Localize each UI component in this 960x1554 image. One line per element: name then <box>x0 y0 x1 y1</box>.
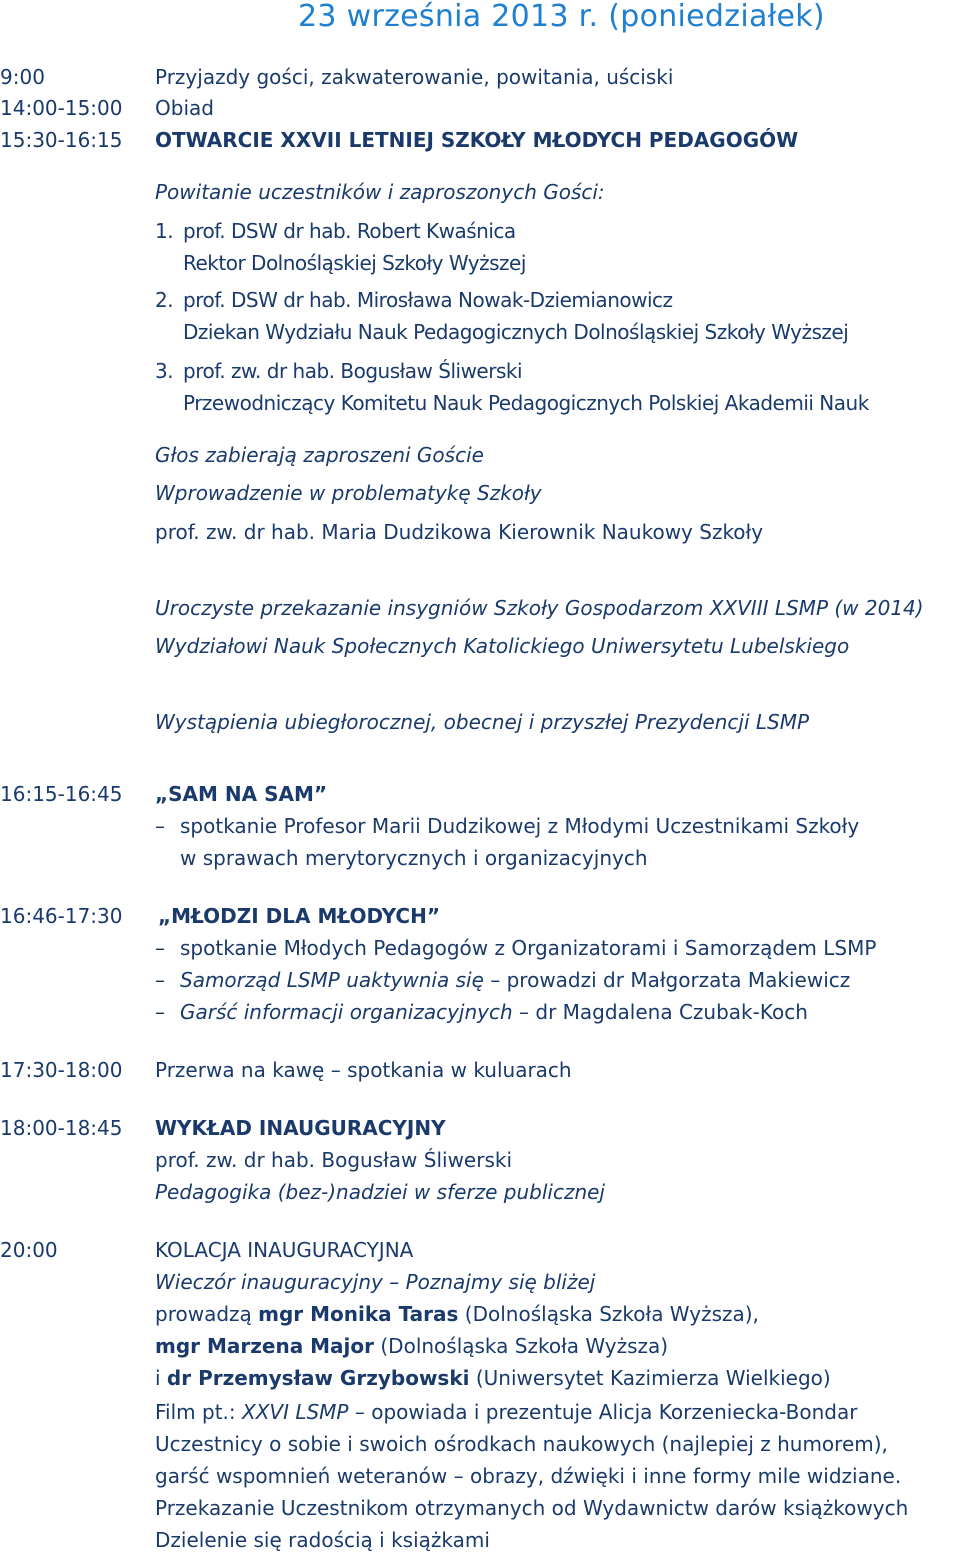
host-3-post: (Uniwersytet Kazimierza Wielkiego) <box>469 1366 831 1390</box>
time-dinner: 20:00 <box>0 1238 58 1262</box>
time-r2: 14:00-15:00 <box>0 96 123 120</box>
dinner-host-1 <box>155 1304 759 1324</box>
mlodzi-line-3 <box>180 1002 808 1022</box>
sam-line-1: spotkanie Profesor Marii Dudzikowej z Młodymi Uczestnikami Szkoły <box>180 814 860 838</box>
mlodzi-line-1: spotkanie Młodych Pedagogów z Organizatorami i Samorządem LSMP <box>180 936 877 960</box>
host-2-name: mgr Marzena Major <box>155 1334 375 1358</box>
mlodzi-line-3-rest: – dr Magdalena Czubak-Koch <box>519 1000 808 1024</box>
insignia-line-1: Uroczyste przekazanie insygniów Szkoły Gospodarzom XXVIII LSMP (w 2014) <box>155 596 924 620</box>
dinner-line-8: Dzielenie się radością i książkami <box>155 1528 490 1552</box>
mlodzi-line-2-italic: Samorząd LSMP uaktywnia się <box>180 968 484 992</box>
host-1-pre: prowadzą <box>155 1302 259 1326</box>
dinner-film <box>155 1402 857 1422</box>
mlodzi-title: „MŁODZI DLA MŁODYCH” <box>158 904 440 928</box>
dinner-host-3 <box>155 1368 831 1388</box>
mlodzi-line-3-italic: Garść informacji organizacyjnych <box>180 1000 513 1024</box>
insignia-line-2: Wydziałowi Nauk Społecznych Katolickiego Uniwersytetu Lubelskiego <box>155 634 850 658</box>
mlodzi-line-2 <box>180 970 850 990</box>
guest-2-role: Dziekan Wydziału Nauk Pedagogicznych Dolnośląskiej Szkoły Wyższej <box>183 320 849 344</box>
film-pre: Film pt.: <box>155 1400 242 1424</box>
film-title: XXVI LSMP <box>242 1400 349 1424</box>
host-1-name: mgr Monika Taras <box>258 1302 459 1326</box>
guest-2-num: 2. <box>155 288 174 312</box>
presidency-text: Wystąpienia ubiegłorocznej, obecnej i przyszłej Prezydencji LSMP <box>155 710 810 734</box>
sam-line-2: w sprawach merytorycznych i organizacyjnych <box>180 846 648 870</box>
dinner-line-6: garść wspomnień weteranów – obrazy, dźwięki i inne formy mile widziane. <box>155 1464 902 1488</box>
time-r3: 15:30-16:15 <box>0 128 123 152</box>
guest-3-num: 3. <box>155 359 174 383</box>
guest-1-num: 1. <box>155 219 174 243</box>
time-r1: 9:00 <box>0 65 45 89</box>
mlodzi-dash-2: – <box>155 968 165 992</box>
guest-3-name: prof. zw. dr hab. Bogusław Śliwerski <box>183 359 523 383</box>
opening-title: OTWARCIE XXVII LETNIEJ SZKOŁY MŁODYCH PEDAGOGÓW <box>155 128 799 152</box>
text-r1: Przyjazdy gości, zakwaterowanie, powitania, uściski <box>155 65 674 89</box>
host-3-name: dr Przemysław Grzybowski <box>166 1366 470 1390</box>
mlodzi-dash-3: – <box>155 1000 165 1024</box>
mlodzi-line-2-rest: – prowadzi dr Małgorzata Makiewicz <box>490 968 851 992</box>
dinner-evening: Wieczór inauguracyjny – Poznajmy się bliżej <box>155 1270 596 1294</box>
guest-1-role: Rektor Dolnośląskiej Szkoły Wyższej <box>183 251 526 275</box>
welcome-text: Powitanie uczestników i zaproszonych Gości: <box>155 180 605 204</box>
dinner-line-7: Przekazanie Uczestnikom otrzymanych od Wydawnictw darów książkowych <box>155 1496 909 1520</box>
time-mlodzi: 16:46-17:30 <box>0 904 123 928</box>
lecture-title: WYKŁAD INAUGURACYJNY <box>155 1116 446 1140</box>
text-r2: Obiad <box>155 96 214 120</box>
intro-speaker: prof. zw. dr hab. Maria Dudzikowa Kierownik Naukowy Szkoły <box>155 520 764 544</box>
sam-title: „SAM NA SAM” <box>155 782 328 806</box>
sam-dash: – <box>155 814 165 838</box>
lecture-speaker: prof. zw. dr hab. Bogusław Śliwerski <box>155 1148 513 1172</box>
time-break: 17:30-18:00 <box>0 1058 123 1082</box>
break-text: Przerwa na kawę – spotkania w kuluarach <box>155 1058 572 1082</box>
guest-1-name: prof. DSW dr hab. Robert Kwaśnica <box>183 219 516 243</box>
time-sam: 16:15-16:45 <box>0 782 123 806</box>
host-2-post: (Dolnośląska Szkoła Wyższa) <box>374 1334 669 1358</box>
page-title: 23 września 2013 r. (poniedziałek) <box>298 0 825 34</box>
guest-2-name: prof. DSW dr hab. Mirosława Nowak-Dziemianowicz <box>183 288 673 312</box>
host-3-pre: i <box>155 1366 167 1390</box>
mlodzi-dash-1: – <box>155 936 165 960</box>
time-lecture: 18:00-18:45 <box>0 1116 123 1140</box>
host-1-post: (Dolnośląska Szkoła Wyższa), <box>458 1302 759 1326</box>
film-post: – opowiada i prezentuje Alicja Korzeniecka-Bondar <box>348 1400 858 1424</box>
dinner-host-2 <box>155 1336 668 1356</box>
dinner-title: KOLACJA INAUGURACYJNA <box>155 1238 414 1262</box>
lecture-topic: Pedagogika (bez-)nadziei w sferze publicznej <box>155 1180 605 1204</box>
guest-3-role: Przewodniczący Komitetu Nauk Pedagogicznych Polskiej Akademii Nauk <box>183 391 869 415</box>
intro-text: Wprowadzenie w problematykę Szkoły <box>155 481 542 505</box>
voices-text: Głos zabierają zaproszeni Goście <box>155 443 484 467</box>
dinner-line-5: Uczestnicy o sobie i swoich ośrodkach naukowych (najlepiej z humorem), <box>155 1432 888 1456</box>
